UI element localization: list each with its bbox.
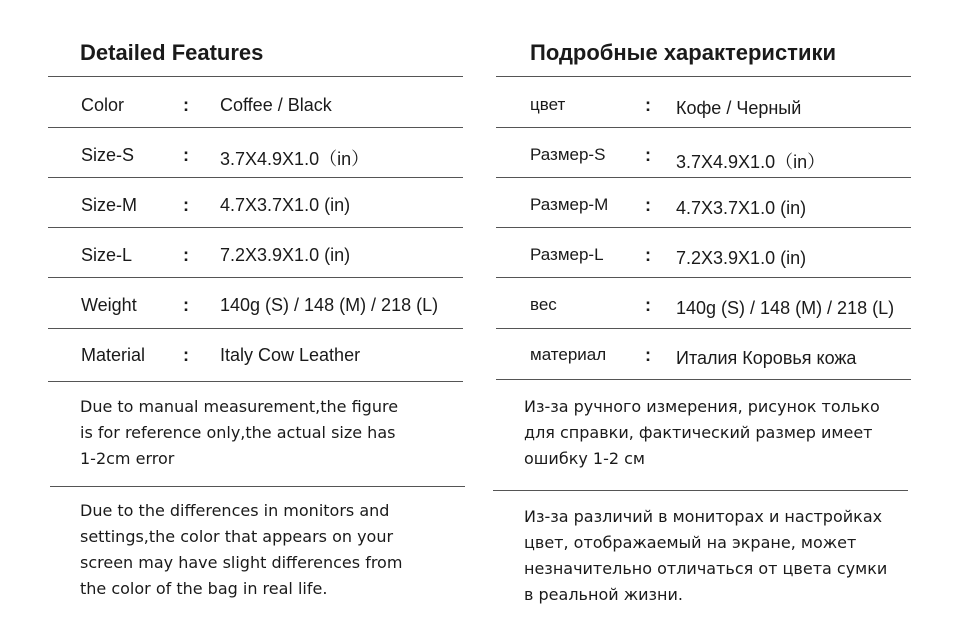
note-line: ошибку 1-2 см xyxy=(524,449,645,468)
spec-value: Italy Cow Leather xyxy=(220,345,361,365)
spec-label: Material xyxy=(81,345,146,365)
spec-separator: : xyxy=(183,245,189,265)
divider xyxy=(48,381,463,382)
spec-row-color xyxy=(48,78,463,128)
spec-row-size-m xyxy=(48,178,463,228)
divider xyxy=(496,379,911,380)
note-line: is for reference only,the actual size has xyxy=(80,423,396,442)
spec-label: Размер-L xyxy=(530,245,604,264)
divider xyxy=(50,486,465,487)
spec-row-weight xyxy=(48,278,463,328)
spec-row-material xyxy=(496,328,911,378)
spec-separator: : xyxy=(645,95,651,115)
spec-row-size-l xyxy=(496,228,911,278)
spec-label: Weight xyxy=(81,295,137,315)
spec-label: Размер-M xyxy=(530,195,609,214)
measurement-note xyxy=(524,394,880,472)
spec-row-material xyxy=(48,328,463,378)
note-line: Из-за ручного измерения, рисунок только xyxy=(524,397,880,416)
spec-separator: : xyxy=(645,295,651,315)
divider xyxy=(493,490,908,491)
note-line: screen may have slight differences from xyxy=(80,553,403,572)
spec-separator: : xyxy=(645,145,651,165)
color-note xyxy=(524,504,887,608)
spec-label: Size-S xyxy=(81,145,135,165)
spec-separator: : xyxy=(183,145,189,165)
divider xyxy=(48,76,463,77)
spec-value: 7.2X3.9X1.0 (in) xyxy=(676,248,807,268)
spec-separator: : xyxy=(645,245,651,265)
spec-value: 140g (S) / 148 (M) / 218 (L) xyxy=(676,298,895,318)
spec-label: материал xyxy=(530,345,607,364)
spec-row-weight xyxy=(496,278,911,328)
measurement-note xyxy=(80,394,398,472)
spec-row-size-s xyxy=(496,128,911,178)
spec-separator: : xyxy=(183,195,189,215)
spec-separator: : xyxy=(183,345,189,365)
spec-label: Size-M xyxy=(81,195,138,215)
spec-row-color xyxy=(496,78,911,128)
note-line: the color of the bag in real life. xyxy=(80,579,328,598)
spec-separator: : xyxy=(183,295,189,315)
spec-value: 3.7X4.9X1.0（in） xyxy=(220,149,370,169)
features-title: Подробные характеристики xyxy=(530,40,837,65)
spec-value: 4.7X3.7X1.0 (in) xyxy=(676,198,807,218)
spec-value: 140g (S) / 148 (M) / 218 (L) xyxy=(220,295,439,315)
note-line: незначительно отличаться от цвета сумки xyxy=(524,559,888,578)
spec-label: Size-L xyxy=(81,245,133,265)
divider xyxy=(496,76,911,77)
color-note xyxy=(80,498,402,602)
note-line: в реальной жизни. xyxy=(524,585,683,604)
spec-row-size-m xyxy=(496,178,911,228)
spec-value: 4.7X3.7X1.0 (in) xyxy=(220,195,351,215)
note-line: 1-2cm error xyxy=(80,449,175,468)
spec-row-size-l xyxy=(48,228,463,278)
spec-separator: : xyxy=(645,345,651,365)
note-line: settings,the color that appears on your xyxy=(80,527,394,546)
spec-row-size-s xyxy=(48,128,463,178)
spec-separator: : xyxy=(645,195,651,215)
note-line: для справки, фактический размер имеет xyxy=(524,423,873,442)
spec-value: Кофе / Черный xyxy=(676,98,802,118)
features-title: Detailed Features xyxy=(80,40,264,65)
spec-value: 7.2X3.9X1.0 (in) xyxy=(220,245,351,265)
spec-label: Размер-S xyxy=(530,145,606,164)
spec-label: Color xyxy=(81,95,125,115)
spec-label: цвет xyxy=(530,95,566,114)
note-line: Из-за различий в мониторах и настройках xyxy=(524,507,883,526)
spec-separator: : xyxy=(183,95,189,115)
spec-value: Италия Коровья кожа xyxy=(676,348,857,368)
spec-label: вес xyxy=(530,295,557,314)
note-line: Due to manual measurement,the figure xyxy=(80,397,399,416)
spec-value: Coffee / Black xyxy=(220,95,332,115)
note-line: Due to the differences in monitors and xyxy=(80,501,390,520)
spec-value: 3.7X4.9X1.0（in） xyxy=(676,152,826,172)
note-line: цвет, отображаемый на экране, может xyxy=(524,533,857,552)
